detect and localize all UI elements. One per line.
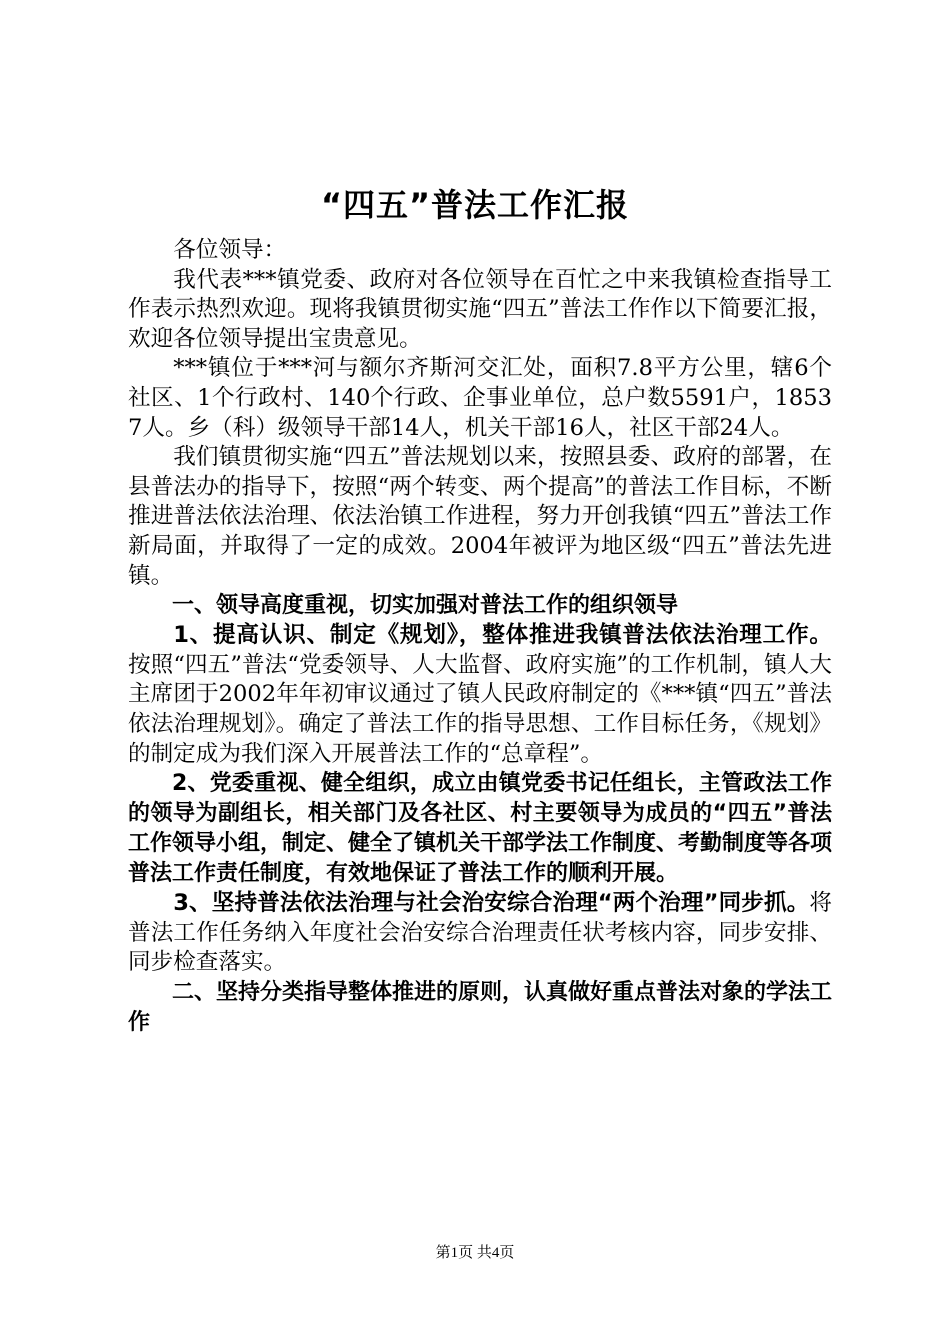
document-title: “四五”普法工作汇报 xyxy=(320,186,630,224)
page-footer: 第1页 共4页 xyxy=(435,1245,515,1261)
salutation: 各位领导： xyxy=(173,237,287,263)
paragraph-implementation: 我们镇贯彻实施“四五”普法规划以来，按照县委、政府的部署，在县普法办的指导下，按照“两个转变、两个提高”的普法工作目标，不断推进普法依法治理、依法治镇工作进程，努力开创我镇“四五”普法工作新局面，并取得了一定的成效。2004年被评为地区级“四五”普法先进镇。 xyxy=(128,444,832,589)
section-1-item-1 xyxy=(128,621,832,769)
document-body xyxy=(128,236,832,1038)
section-2-heading: 二、坚持分类指导整体推进的原则，认真做好重点普法对象的学法工作 xyxy=(128,979,833,1035)
section-1-heading: 一、领导高度重视，切实加强对普法工作的组织领导 xyxy=(172,593,679,619)
section-1-item-3-lead: 3、坚持普法依法治理与社会治安综合治理“两个治理”同步抓。 xyxy=(173,890,810,917)
paragraph-intro: 我代表***镇党委、政府对各位领导在百忙之中来我镇检查指导工作表示热烈欢迎。现将我镇贯彻实施“四五”普法工作作以下简要汇报，欢迎各位领导提出宝贵意见。 xyxy=(128,266,832,352)
section-1-item-1-body: 按照“四五”普法“党委领导、人大监督、政府实施”的工作机制，镇人大主席团于2002年年初审议通过了镇人民政府制定的《***镇“四五”普法依法治理规划》。确定了普法工作的指导思想、工作目标任务，《规划》的制定成为我们深入开展普法工作的“总章程”。 xyxy=(128,651,832,767)
section-1-item-3 xyxy=(128,889,832,978)
section-1-item-1-lead: 1、提高认识、制定《规划》，整体推进我镇普法依法治理工作。 xyxy=(173,622,832,649)
paragraph-town-overview: ***镇位于***河与额尔齐斯河交汇处，面积7.8平方公里，辖6个社区、1个行政村、140个行政、企事业单位，总户数5591户，18537人。乡（科）级领导干部14人，机关干部16人，社区干部24人。 xyxy=(128,355,832,441)
section-1-item-3-body: 将普法工作任务纳入年度社会治安综合治理责任状考核内容，同步安排、同步检查落实。 xyxy=(128,890,832,976)
section-1-item-2: 2、党委重视、健全组织，成立由镇党委书记任组长，主管政法工作的领导为副组长，相关部门及各社区、村主要领导为成员的“四五”普法工作领导小组，制定、健全了镇机关干部学法工作制度、考勤制度等各项普法工作责任制度，有效地保证了普法工作的顺利开展。 xyxy=(128,771,833,887)
